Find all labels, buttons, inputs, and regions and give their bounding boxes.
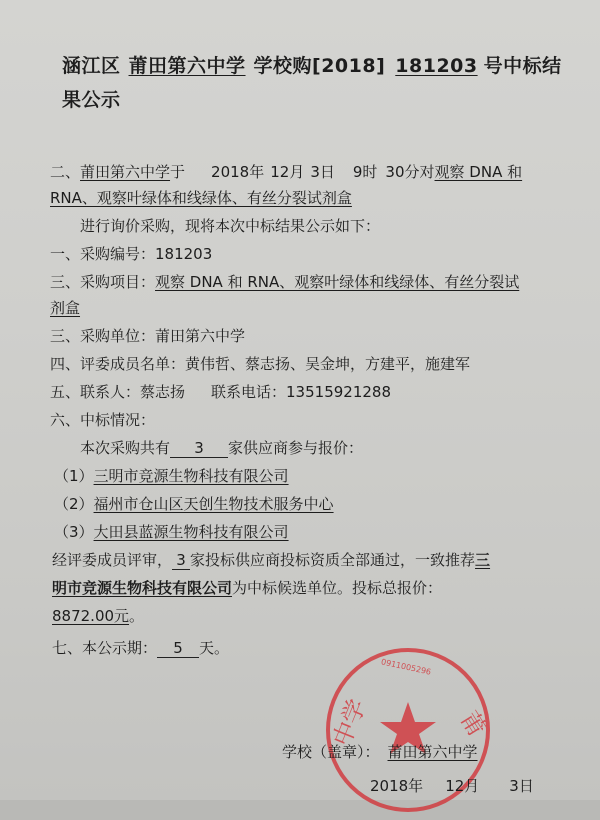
bid-count-line [80, 438, 363, 458]
period-line [52, 638, 229, 658]
supplier-1 [54, 466, 289, 486]
winner-part-1: 三 [475, 551, 491, 569]
intro-line-3: 进行询价采购，现将本次中标结果公示如下： [80, 217, 381, 235]
title-line-2 [62, 90, 121, 110]
supplier-3-name: 大田县蓝源生物科技有限公司 [93, 523, 289, 541]
footer-school: 莆田第六中学 [387, 743, 478, 761]
supplier-1-idx: （1） [54, 467, 94, 485]
item-judges: 四、评委成员名单：黄伟哲、蔡志扬、吴金坤，方建平，施建军 [50, 355, 471, 373]
title-district: 涵江区 [62, 55, 121, 77]
title-doc-no: 181203 [395, 55, 478, 77]
footer-school-line [282, 742, 484, 762]
item-project-text-1: 观察 DNA 和 RNA、观察叶绿体和线绿体、有丝分裂试 [155, 273, 520, 291]
result-pre: 经评委成员评审， [52, 551, 173, 569]
title-school: 莆田第六中学 [128, 55, 246, 77]
intro-project-2: RNA、观察叶绿体和线绿体、有丝分裂试剂盒 [50, 189, 352, 207]
supplier-3 [54, 522, 289, 542]
supplier-1-name: 三明市竞源生物科技有限公司 [93, 467, 289, 485]
period-label: 七、本公示期： [52, 639, 158, 657]
intro-day: 3日 [310, 163, 335, 181]
footer-month: 12月 [445, 777, 480, 795]
intro-num: 二、 [50, 163, 81, 181]
result-count: 3 [172, 551, 190, 570]
result-line-3 [52, 606, 144, 626]
item-project-label: 三、采购项目： [50, 273, 156, 291]
bid-count: 3 [170, 439, 228, 458]
supplier-2-idx: （2） [54, 495, 94, 513]
item-contact-phone: 联系电话：13515921288 [211, 383, 391, 401]
title-line-1 [62, 56, 562, 76]
intro-line-2 [50, 188, 352, 208]
footer-day: 3日 [509, 777, 534, 795]
intro-project-1: 观察 DNA 和 [434, 163, 523, 181]
intro-year: 2018年 [211, 163, 265, 181]
intro-school: 莆田第六中学 [80, 163, 171, 181]
supplier-2-name: 福州市仓山区天创生物技术服务中心 [93, 495, 334, 513]
item-purchaser: 三、采购单位：莆田第六中学 [50, 327, 246, 345]
intro-month: 12月 [270, 163, 305, 181]
intro-hour: 9时 [352, 163, 378, 181]
seal-text: 中学 [327, 695, 372, 751]
item-bid-status: 六、中标情况： [50, 411, 156, 429]
bid-price-end: 。 [129, 607, 145, 625]
period-days: 5 [157, 639, 199, 658]
intro-yu: 于 [170, 163, 186, 181]
title-doc-prefix: 学校购[2018] [253, 55, 386, 77]
result-mid: 家投标供应商投标资质全部通过，一致推荐 [190, 551, 476, 569]
footer-date-line [370, 776, 534, 796]
item-contact [50, 382, 391, 402]
item-procurement-no: 一、采购编号：181203 [50, 245, 213, 263]
title-suffix-2: 果公示 [62, 89, 121, 111]
intro-dui: 对 [419, 163, 435, 181]
result-line-1 [52, 550, 490, 570]
result-post: 为中标候选单位。投标总报价： [232, 579, 443, 597]
bid-price: 8872.00元 [52, 607, 130, 625]
intro-minute: 30分 [385, 163, 420, 181]
winner-part-2: 明市竞源生物科技有限公司 [52, 579, 233, 597]
seal-text-right: 莆 [454, 706, 492, 742]
intro-line-1 [50, 162, 522, 182]
item-contact-person: 五、联系人：蔡志扬 [50, 383, 186, 401]
supplier-3-idx: （3） [54, 523, 94, 541]
period-unit: 天。 [199, 639, 230, 657]
footer-school-label: 学校（盖章）： [282, 743, 380, 761]
item-project-line-1 [50, 272, 519, 292]
result-line-2 [52, 578, 442, 598]
item-project-text-2: 剂盒 [50, 299, 81, 317]
supplier-2 [54, 494, 334, 514]
footer-year: 2018年 [370, 777, 424, 795]
bid-count-post: 家供应商参与报价： [228, 439, 364, 457]
seal-code: 0911005296 [380, 657, 432, 677]
bid-count-pre: 本次采购共有 [80, 439, 171, 457]
title-suffix-1: 号中标结 [483, 55, 562, 77]
item-project-line-2 [50, 298, 80, 318]
